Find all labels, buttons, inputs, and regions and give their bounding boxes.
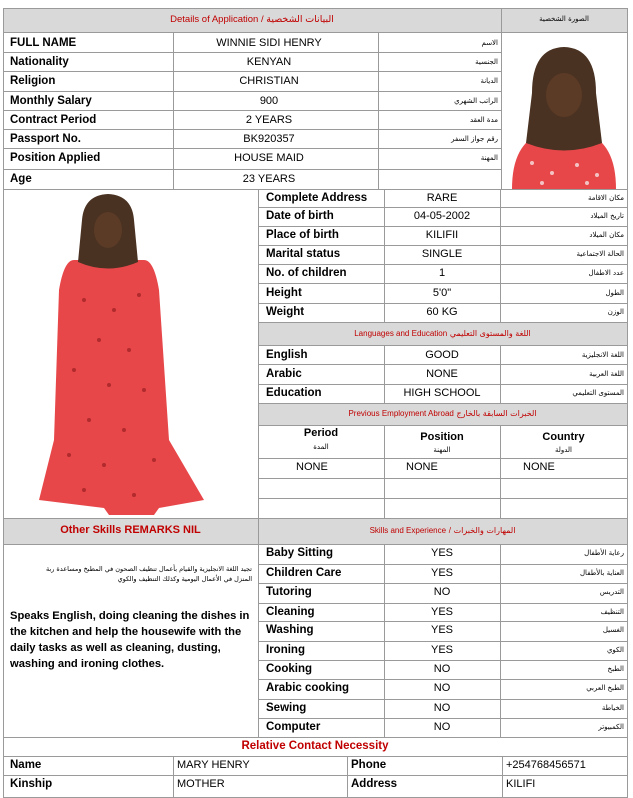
grid-hline [3,544,627,545]
detail-value: RARE [426,192,458,204]
personal-label-ar: رقم جواز السفر [451,135,498,143]
skill-label: Baby Sitting [266,547,334,559]
detail-label: Place of birth [266,229,339,241]
skill-label: Computer [266,721,321,733]
skill-value: NO [433,702,451,714]
language-value: HIGH SCHOOL [403,387,481,399]
employment-col-country: Country [542,431,585,443]
skill-label: Ironing [266,644,305,656]
grid-vline [384,425,385,518]
detail-label: No. of children [266,267,347,279]
grid-vline [500,425,501,518]
personal-label: Contract Period [10,114,97,126]
skill-value: YES [430,644,453,656]
skill-value: NO [433,663,451,675]
grid-hline [3,8,627,9]
detail-label: Height [266,287,302,299]
skill-value: YES [430,547,453,559]
grid-hline [258,384,627,385]
relative-phone-label: Phone [351,759,387,771]
grid-hline [3,756,627,757]
grid-hline [3,129,501,130]
skill-value: NO [433,682,451,694]
applicant-portrait-photo [502,33,626,189]
personal-label-ar: الديانة [480,77,498,85]
language-label: Education [266,387,322,399]
grid-hline [3,32,627,33]
grid-vline [384,189,385,323]
personal-label: Age [10,173,32,185]
detail-label: Marital status [266,248,341,260]
grid-vline [378,32,379,189]
personal-label: Passport No. [10,133,81,145]
skill-label: Tutoring [266,586,312,598]
other-skills-arabic-text: تجيد اللغة الانجليزية والقيام بأعمال تنظيف الصحون في المطبخ ومساعدة ربة المنزل في الأعمال اليومية وكذلك التنظيف والكوي [45,565,252,583]
grid-hline [258,641,627,642]
detail-value: 04-05-2002 [413,210,471,222]
detail-value: 60 KG [426,306,458,318]
detail-label: Date of birth [266,210,334,222]
grid-hline [258,345,627,346]
grid-vline [3,8,4,798]
grid-hline [258,226,627,227]
relative-name-label: Name [10,759,42,771]
detail-label-ar: مكان الميلاد [589,231,624,239]
detail-label-ar: الحالة الاجتماعية [576,250,624,258]
skills-title-ar: المهارات والخبرات [453,526,516,535]
personal-label-ar: الراتب الشهري [454,97,498,105]
skill-label-ar: رعاية الأطفال [584,549,624,557]
skill-label-ar: الخياطة [601,704,624,712]
relative-address-value: KILIFI [506,778,536,790]
language-label-ar: اللغة العربية [589,370,624,378]
grid-hline [258,264,627,265]
personal-value: BK920357 [243,133,295,145]
skill-value: NO [433,586,451,598]
grid-hline [258,564,627,565]
languages-title-en: Languages and Education [354,329,448,338]
language-label: English [266,349,308,361]
personal-label: Position Applied [10,152,101,164]
personal-label: Monthly Salary [10,95,92,107]
personal-value: 23 YEARS [242,173,296,185]
employment-col-period-ar: المدة [313,443,329,451]
grid-hline [258,283,627,284]
grid-hline [258,403,627,404]
personal-value: KENYAN [246,56,292,68]
other-skills-text: Speaks English, doing cleaning the dishes in the kitchen and help the housewife with the daily tasks as well as cleaning, dusting, washing and ironing clothes. [10,610,250,670]
skill-value: YES [430,606,453,618]
employment-col-position-ar: المهنة [433,446,451,454]
grid-vline [500,189,501,323]
grid-hline [258,458,627,459]
grid-hline [3,737,627,738]
grid-hline [258,583,627,584]
employment-col-period: Period [303,427,339,439]
personal-value: 900 [259,95,279,107]
personal-label-ar: الاسم [481,39,498,47]
grid-hline [3,52,501,53]
detail-value: KILIFII [425,229,459,241]
skill-label: Washing [266,624,314,636]
photo-caption: الصورة الشخصية [539,15,589,23]
skill-value: YES [430,567,453,579]
skill-label: Children Care [266,567,342,579]
grid-hline [258,303,627,304]
relative-name-value: MARY HENRY [177,759,250,771]
grid-hline [258,425,627,426]
grid-hline [3,91,501,92]
skill-value: YES [430,624,453,636]
relative-title: Relative Contact Necessity [241,740,389,752]
employment-col-position: Position [420,431,464,443]
skill-label-ar: العناية بالأطفال [579,569,624,577]
skill-label-ar: الكوي [606,646,624,654]
detail-value: SINGLE [421,248,463,260]
detail-label-ar: عدد الاطفال [588,269,624,277]
grid-hline [258,660,627,661]
employment-title-ar: الخبرات السابقة بالخارج [456,409,537,418]
employment-title-en: Previous Employment Abroad [348,409,454,418]
employment-country-value: NONE [523,461,555,473]
grid-hline [3,148,501,149]
detail-value: 1 [438,267,446,279]
skill-value: NO [433,721,451,733]
grid-hline [258,207,627,208]
skill-label: Sewing [266,702,307,714]
detail-label-ar: تاريخ الميلاد [590,212,624,220]
grid-hline [258,621,627,622]
grid-hline [3,189,501,190]
language-label-ar: اللغة الانجليزية [581,351,624,359]
grid-vline [384,345,385,403]
detail-value: 5'0" [432,287,452,299]
grid-hline [258,322,627,323]
personal-value: WINNIE SIDI HENRY [216,37,322,49]
grid-vline [501,8,502,189]
language-value: GOOD [425,349,459,361]
grid-hline [3,169,501,170]
grid-hline [3,518,627,519]
skills-title-en: Skills and Experience [369,526,447,535]
personal-value: HOUSE MAID [234,152,304,164]
other-skills-title: Other Skills REMARKS NIL [60,524,201,536]
skill-label-ar: التدريس [599,588,624,596]
personal-value: CHRISTIAN [239,75,299,87]
skills-title [258,521,627,540]
grid-hline [3,775,627,776]
grid-hline [3,71,501,72]
skill-label-ar: الطبخ [607,665,624,673]
skill-label-ar: التنظيف [600,608,624,616]
grid-vline [384,544,385,737]
languages-title [258,324,627,343]
personal-label: FULL NAME [10,37,77,49]
skill-label: Cleaning [266,606,315,618]
skill-label-ar: الغسيل [602,626,624,634]
detail-label: Complete Address [266,192,368,204]
skill-label-ar: الكمبيوتر [598,723,624,731]
language-value: NONE [426,368,458,380]
relative-address-label: Address [351,778,398,790]
detail-label-ar: الطول [605,289,624,297]
languages-title-ar: اللغة والمستوى التعليمي [449,329,531,338]
details-title: Details of Application / البيانات الشخصية [170,14,334,25]
employment-period-value: NONE [296,461,328,473]
personal-label-ar: مدة العقد [470,116,498,124]
employment-title [258,404,627,423]
grid-vline [500,345,501,403]
relative-kinship-label: Kinship [10,778,53,790]
employment-col-country-ar: الدولة [554,446,573,454]
grid-hline [258,364,627,365]
grid-hline [258,718,627,719]
grid-vline [258,189,259,737]
grid-hline [258,679,627,680]
personal-label: Nationality [10,56,69,68]
detail-label: Weight [266,306,305,318]
grid-hline [258,699,627,700]
skill-label: Cooking [266,663,312,675]
grid-hline [258,498,627,499]
grid-vline [173,756,174,797]
applicant-full-body-photo [4,190,258,518]
language-label: Arabic [266,368,302,380]
grid-vline [502,756,503,797]
grid-hline [258,245,627,246]
grid-hline [3,110,501,111]
relative-phone-value: +254768456571 [506,759,586,771]
grid-vline [500,544,501,737]
grid-hline [501,189,627,190]
skill-label-ar: الطبخ العربي [586,684,624,692]
personal-value: 2 YEARS [245,114,293,126]
grid-vline [627,8,628,798]
grid-hline [258,478,627,479]
detail-label-ar: الوزن [607,308,624,316]
relative-kinship-value: MOTHER [177,778,225,790]
personal-label-ar: المهنة [480,154,498,162]
skills-title-sep: / [448,526,451,535]
language-label-ar: المستوى التعليمي [572,389,624,397]
detail-label-ar: مكان الاقامة [587,194,624,202]
employment-position-value: NONE [406,461,438,473]
grid-hline [258,603,627,604]
personal-label: Religion [10,75,56,87]
skill-label: Arabic cooking [266,682,350,694]
grid-vline [173,32,174,189]
grid-vline [347,756,348,797]
personal-label-ar: الجنسية [475,58,498,66]
